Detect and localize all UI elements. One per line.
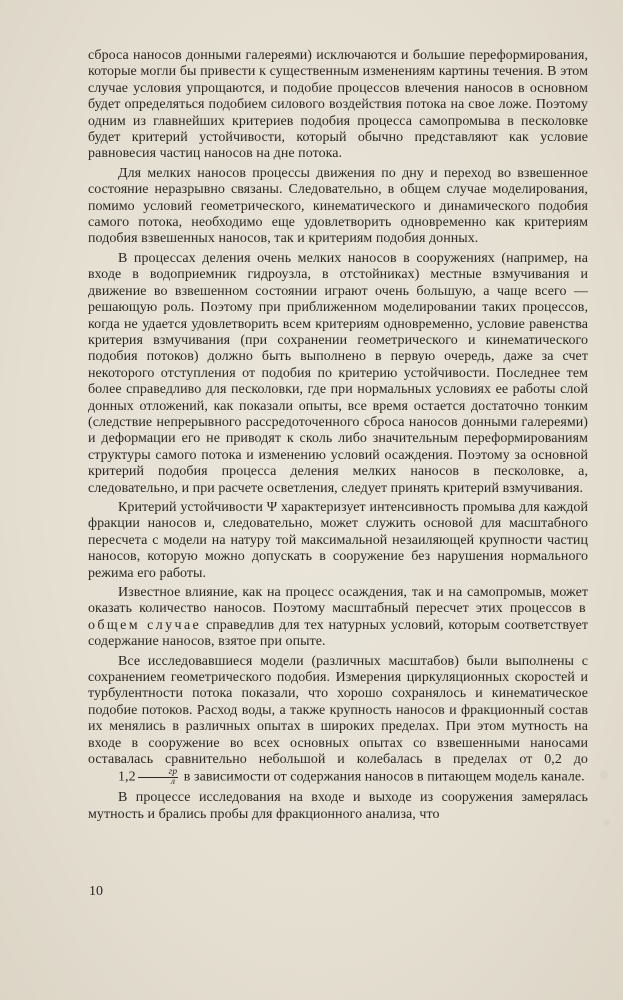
formula-denominator: л <box>170 777 176 788</box>
emphasis-spaced: в общем случае <box>88 601 588 633</box>
concentration-formula <box>88 768 180 787</box>
paragraph-6-text-b: в зависимости от содержания наносов в питающем модель канале. <box>183 770 585 786</box>
paragraph-7: В процессе исследования на входе и выходе из сооружения замерялась мутность и брались пробы для фракционного анализа, что <box>88 790 588 822</box>
paragraph-6-text-a: Все исследовавшиеся модели (различных масштабов) были выполнены с сохранением геометрического подобия. Измерения циркуляционных скоростей и турбулентности потока показали, что хорошо сохранялось и кинематическое подобие потоков. Расход воды, а также крупность наносов и фракционный состав их менялись в различных опытах в широких пределах. При этом мутность на входе в сооружение во всех основных опытах со взвешенными наносами оставалась сравнительно небольшой и колебалась в пределах от 0,2 до <box>88 653 588 768</box>
page-number: 10 <box>89 884 103 899</box>
paragraph-2: Для мелких наносов процессы движения по дну и переход во взвешенное состояние неразрывно связаны. Следовательно, в общем случае моделирования, помимо условий геометрического, кинематического и динамического подобия самого потока, необходимо еще удовлетворить одновременно как критериям подобия взвешенных наносов, так и критериям подобия донных. <box>88 165 588 247</box>
paragraph-1: сброса наносов донными галереями) исключаются и большие переформирования, которые могли бы привести к существенным изменениям картины течения. В этом случае условия упрощаются, и подобие процессов влечения наносов в основном будет определяться подобием силового воздействия потока на свое ложе. Поэтому одним из главнейших критериев подобия процесса самопромыва в песколовке будет критерий устойчивости, который обычно представляют как условие равновесия частиц наносов на дне потока. <box>88 48 588 162</box>
paragraph-6 <box>88 654 588 788</box>
formula-fraction <box>138 768 179 787</box>
formula-numerator: гр <box>138 768 179 778</box>
paragraph-5 <box>88 585 588 651</box>
body-text <box>88 48 588 823</box>
paragraph-5-text-a: Известное влияние, как на процесс осаждения, так и на самопромыв, может оказать количество наносов. Поэтому масштабный пересчет этих процессов <box>88 585 588 617</box>
paper-spot <box>604 820 610 826</box>
paragraph-3: В процессах деления очень мелких наносов в сооружениях (например, на входе в водоприемник гидроузла, в отстойниках) местные взмучивания и движение во взвешенном состоянии играют очень большую, а чаще всего — решающую роль. Поэтому при приближенном моделировании таких процессов, когда не удается удовлетворить всем критериям одновременно, условие равенства критерия взмучивания (при сохранении геометрического и кинематического подобия потоков) должно быть выполнено в первую очередь, даже за счет некоторого отступления от подобия по критерию устойчивости. Последнее тем более справедливо для песколовки, где при нормальных условиях ее работы слой донных отложений, как показали опыты, все время остается достаточно тонким (следствие непрерывного рассредоточенного сброса наносов донными галереями) и деформации его не приводят к сколь либо значительным переформированиям структуры самого потока и изменению условий осаждения. Поэтому за основной критерий подобия процесса деления мелких наносов в песколовке, а, следовательно, и при расчете осветления, следует принять критерий взмучивания. <box>88 250 588 496</box>
paper-spot <box>600 770 608 779</box>
paragraph-5-text-b: справедлив для тех натурных условий, которым соответствует содержание наносов, взятое при опыте. <box>88 617 589 650</box>
formula-coefficient: 1,2 <box>118 770 136 786</box>
paragraph-4: Критерий устойчивости Ψ характеризует интенсивность промыва для каждой фракции наносов и, следовательно, может служить основой для масштабного пересчета с модели на натуру той максимальной незаиляющей крупности частиц наносов, которую можно допускать в сооружение без нарушения нормального режима его работы. <box>88 499 588 581</box>
